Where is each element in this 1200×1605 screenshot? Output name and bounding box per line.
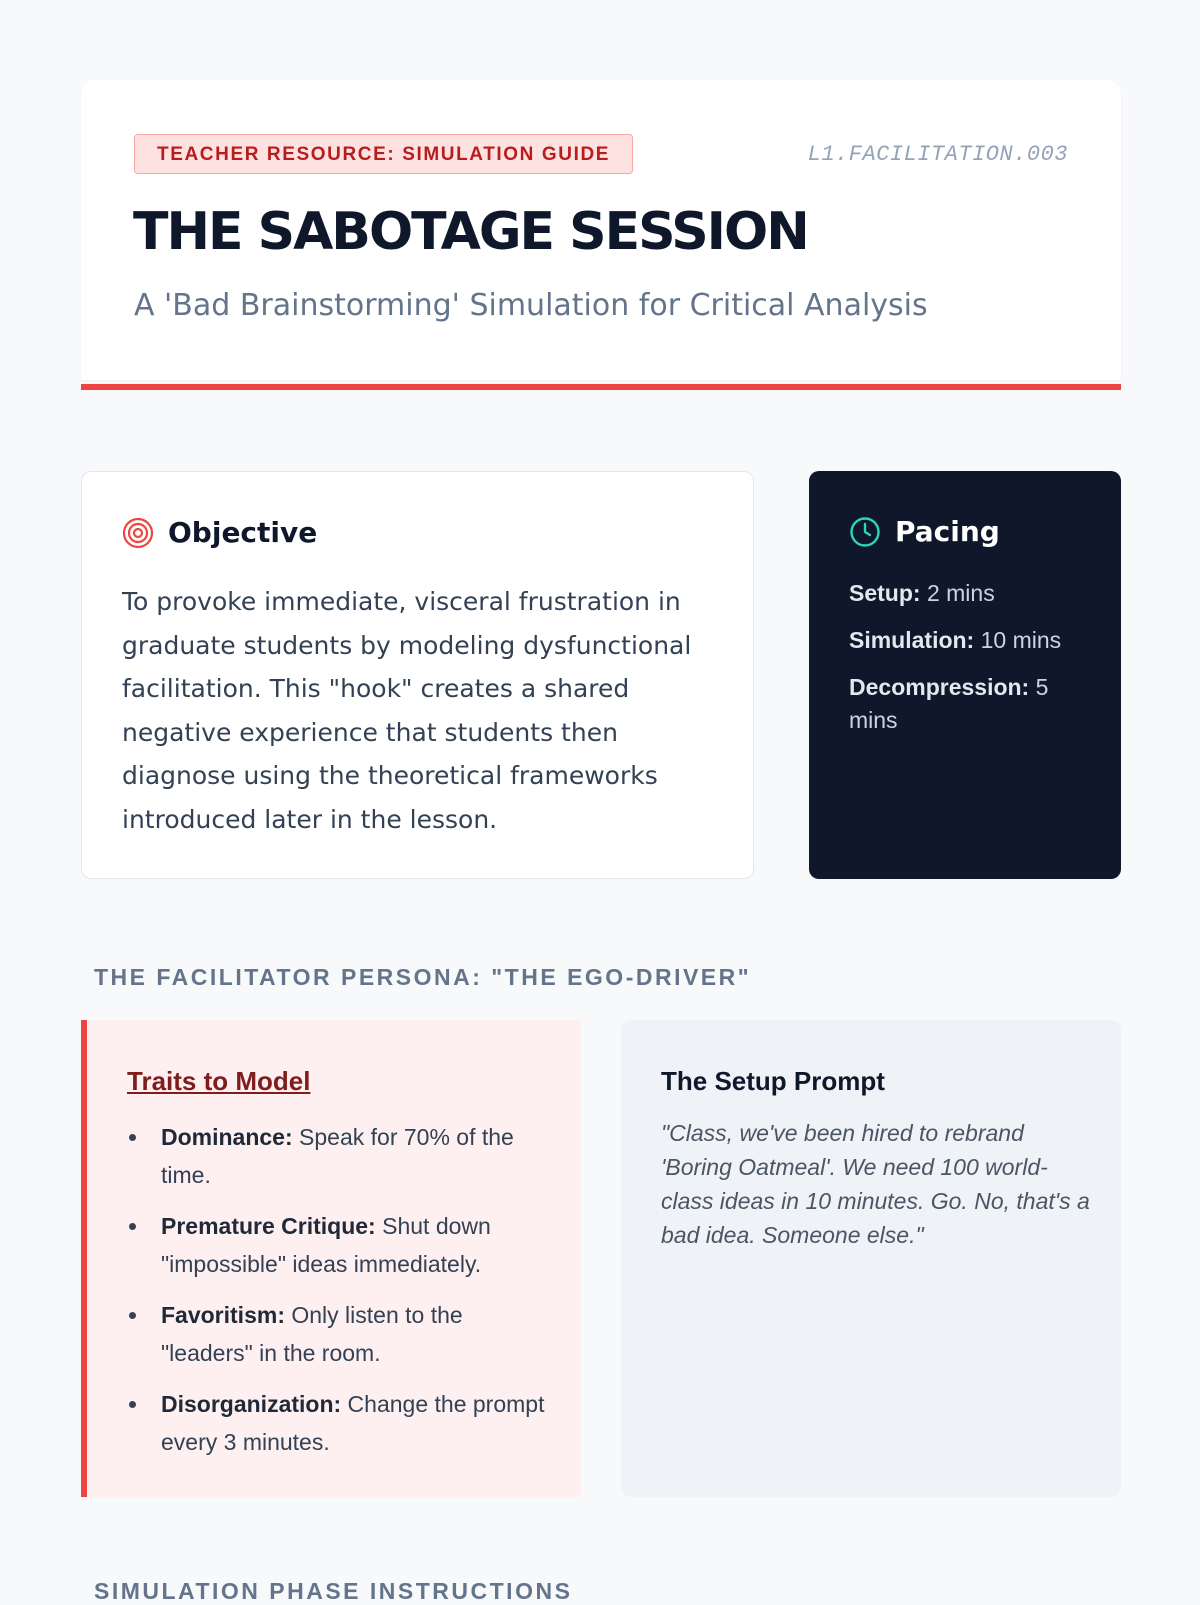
traits-card <box>81 1020 581 1497</box>
target-icon <box>122 517 154 549</box>
pacing-value: 2 mins <box>920 580 995 606</box>
list-item <box>127 1385 547 1461</box>
list-item <box>127 1207 547 1283</box>
pacing-card <box>809 471 1121 879</box>
trait-label: Favoritism: <box>161 1302 285 1328</box>
pacing-item-setup <box>849 577 1099 610</box>
pacing-header <box>849 515 1000 548</box>
clock-icon <box>849 516 881 548</box>
pacing-item-simulation <box>849 624 1099 657</box>
trait-label: Premature Critique: <box>161 1213 376 1239</box>
bullet-icon <box>129 1223 136 1230</box>
pacing-heading: Pacing <box>895 515 1000 548</box>
bullet-icon <box>129 1312 136 1319</box>
pacing-list <box>849 577 1099 751</box>
trait-text: Only listen to the "leaders" in the room. <box>161 1302 463 1366</box>
persona-section-heading: THE FACILITATOR PERSONA: "THE EGO-DRIVER" <box>94 964 752 990</box>
trait-text: Shut down "impossible" ideas immediately. <box>161 1213 491 1277</box>
pacing-label: Decompression: <box>849 674 1030 700</box>
pacing-label: Simulation: <box>849 627 975 653</box>
header-card <box>81 80 1121 380</box>
document-code: L1.FACILITATION.003 <box>807 142 1068 167</box>
trait-text: Speak for 70% of the time. <box>161 1124 514 1188</box>
objective-header <box>122 516 317 549</box>
trait-text: Change the prompt every 3 minutes. <box>161 1391 545 1455</box>
setup-prompt-text: "Class, we've been hired to rebrand 'Boring Oatmeal'. We need 100 world-class ideas in 10 minutes. Go. No, that's a bad idea. Someone else." <box>661 1120 1090 1248</box>
pacing-value: 10 mins <box>974 627 1062 653</box>
pacing-value: 5 mins <box>849 674 1049 733</box>
bullet-icon <box>129 1401 136 1408</box>
objective-heading: Objective <box>168 516 318 549</box>
page-title: THE SABOTAGE SESSION <box>133 202 808 262</box>
objective-card <box>81 471 754 879</box>
trait-label: Dominance: <box>161 1124 293 1150</box>
pacing-label: Setup: <box>849 580 921 606</box>
instructions-section-heading: SIMULATION PHASE INSTRUCTIONS <box>94 1578 573 1604</box>
list-item <box>127 1118 547 1194</box>
traits-list <box>127 1118 547 1474</box>
list-item <box>127 1296 547 1372</box>
setup-prompt-heading: The Setup Prompt <box>661 1066 885 1096</box>
bullet-icon <box>129 1134 136 1141</box>
setup-prompt-card <box>621 1020 1121 1497</box>
header-accent-rule <box>81 384 1121 390</box>
traits-heading: Traits to Model <box>127 1066 311 1096</box>
objective-text: To provoke immediate, visceral frustration in graduate students by modeling dysfunctional facilitation. This "hook" creates a shared negative experience that students then diagnose using the theoretical frameworks introduced later in the lesson. <box>122 587 692 834</box>
resource-badge: TEACHER RESOURCE: SIMULATION GUIDE <box>134 134 633 174</box>
page-subtitle: A 'Bad Brainstorming' Simulation for Critical Analysis <box>134 288 928 323</box>
trait-label: Disorganization: <box>161 1391 342 1417</box>
pacing-item-decompression <box>849 671 1099 737</box>
